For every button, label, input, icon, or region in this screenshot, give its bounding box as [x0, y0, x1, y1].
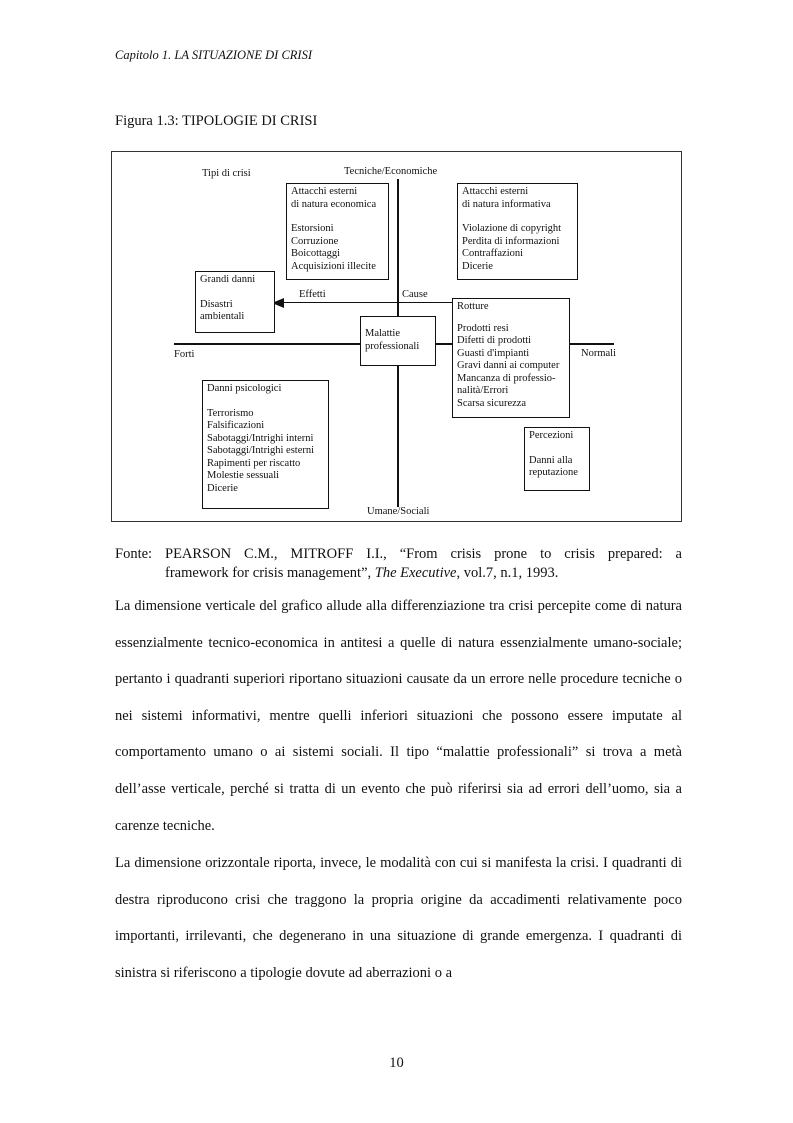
axis-right-label: Normali [581, 348, 616, 359]
running-header: Capitolo 1. LA SITUAZIONE DI CRISI [115, 48, 312, 62]
box-perceptions: Percezioni Danni alla reputazione [524, 427, 590, 491]
box-major-damage: Grandi danni Disastri ambientali [195, 271, 275, 333]
figure-source: Fonte: PEARSON C.M., MITROFF I.I., “From crisis prone to crisis prepared: a framework for crisis management”, The Executive, vol.7, n.1, 1993. [115, 546, 682, 581]
body-paragraph-2: La dimensione orizzontale riporta, invece, le modalità con cui si manifesta la crisi. I quadranti di destra riproducono crisi che traggono la propria origine da accadimenti relativamente poco importanti, irrilevanti, che degenerano in una situazione di grande emergenza. I quadranti di sinistra si riferiscono a tipologie dovute ad aberrazioni o a [115, 855, 682, 981]
effects-label: Effetti [299, 289, 326, 300]
box-psychological-damage: Danni psicologici Terrorismo Falsificazioni Sabotaggi/Intrighi interni Sabotaggi/Intrighi esterni Rapimenti per riscatto Molestie sessuali Dicerie [202, 380, 329, 509]
axis-left-label: Forti [174, 349, 195, 360]
causes-label: Cause [402, 289, 428, 300]
corner-label: Tipi di crisi [202, 168, 251, 179]
body-paragraph-1: La dimensione verticale del grafico allude alla differenziazione tra crisi percepite come di natura essenzialmente tecnico-economica in antitesi a quelle di natura essenzialmente umano-sociale; pertanto i quadranti superiori riportano situazioni causate da un errore nelle procedure tecniche o nei sistemi informativi, mentre quelli inferiori situazioni che possono essere imputate al comportamento umano o ai sistemi sociali. Il tipo “malattie professionali” si trova a metà dell’asse verticale, perché si tratta di un evento che può riferirsi sia ad errori dell’uomo, sia a carenze tecniche. [115, 598, 682, 834]
box-economic-attacks: Attacchi esterni di natura economica Estorsioni Corruzione Boicottaggi Acquisizioni illecite [286, 183, 389, 280]
axis-top-label: Tecniche/Economiche [344, 166, 438, 177]
page-number: 10 [389, 1055, 404, 1071]
axis-bottom-label: Umane/Sociali [367, 506, 430, 517]
crisis-typology-diagram [111, 151, 682, 522]
figure-caption: Figura 1.3: TIPOLOGIE DI CRISI [115, 113, 318, 129]
box-informative-attacks: Attacchi esterni di natura informativa Violazione di copyright Perdita di informazioni Contraffazioni Dicerie [457, 183, 578, 280]
box-breakdowns: Rotture Prodotti resi Difetti di prodotti Guasti d'impianti Gravi danni ai computer Mancanza di professio- nalità/Errori Scarsa sicurezza [452, 298, 570, 418]
causes-effects-arrow [282, 302, 454, 303]
box-occupational-diseases: Malattie professionali [360, 316, 436, 366]
